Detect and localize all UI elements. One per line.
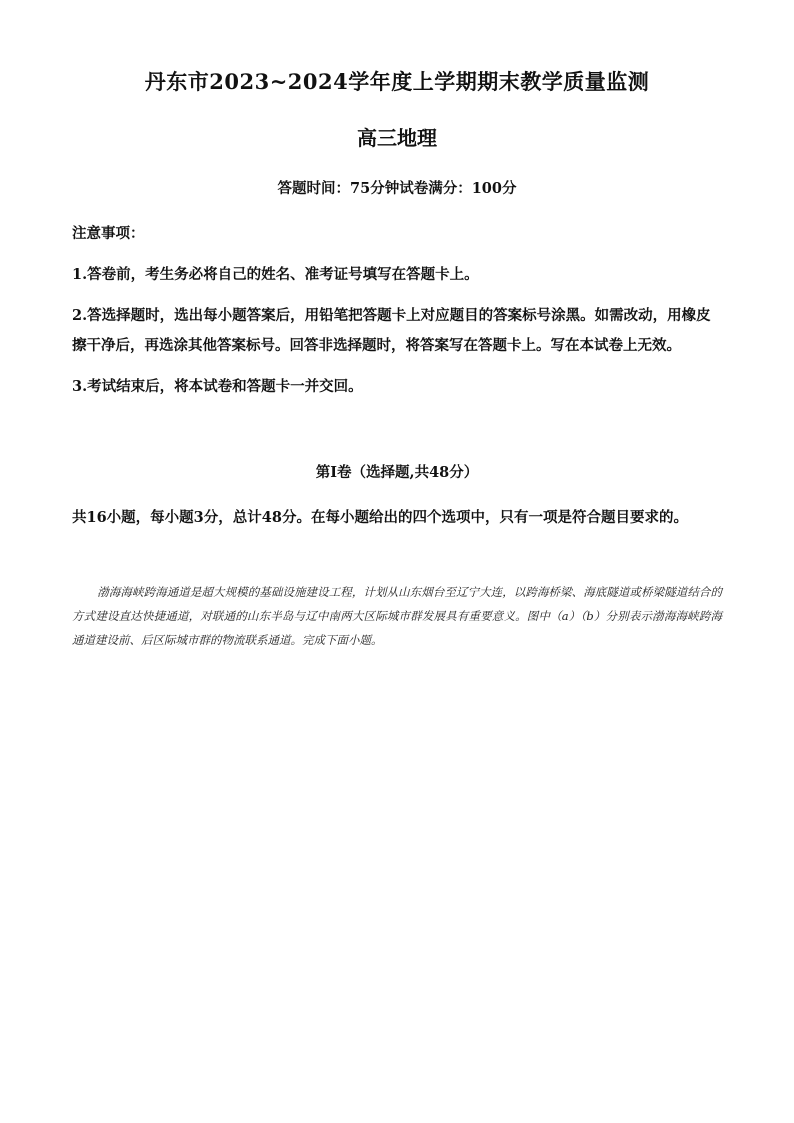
note-item-2: 2.答选择题时，选出每小题答案后，用铅笔把答题卡上对应题目的答案标号涂黑。如需改动，用橡皮擦干净后，再选涂其他答案标号。回答非选择题时，将答案写在答题卡上。写在本试卷上无效。 — [72, 307, 711, 354]
section-instructions: 共16小题，每小题3分，总计48分。在每小题给出的四个选项中，只有一项是符合题目要求的。 — [72, 509, 688, 526]
exam-time-and-score: 答题时间：75分钟试卷满分：100分 — [277, 180, 517, 197]
notes-list — [72, 260, 724, 413]
exam-title: 丹东市2023~2024学年度上学期期末教学质量监测 — [144, 69, 650, 94]
reading-passage: 渤海海峡跨海通道是超大规模的基础设施建设工程，计划从山东烟台至辽宁大连，以跨海桥梁、海底隧道或桥梁隧道结合的方式建设直达快捷通道，对联通的山东半岛与辽中南两大区际城市群发展具有重要意义。图中（a）（b）分别表示渤海海峡跨海通道建设前、后区际城市群的物流联系通道。完成下面小题。 — [72, 585, 722, 647]
notes-heading: 注意事项： — [72, 225, 145, 242]
exam-subject: 高三地理 — [357, 126, 437, 150]
section-title: 第Ⅰ卷（选择题,共48分） — [315, 464, 479, 481]
note-item-3: 3.考试结束后，将本试卷和答题卡一并交回。 — [72, 378, 363, 395]
note-item-1: 1.答卷前，考生务必将自己的姓名、准考证号填写在答题卡上。 — [72, 266, 479, 283]
